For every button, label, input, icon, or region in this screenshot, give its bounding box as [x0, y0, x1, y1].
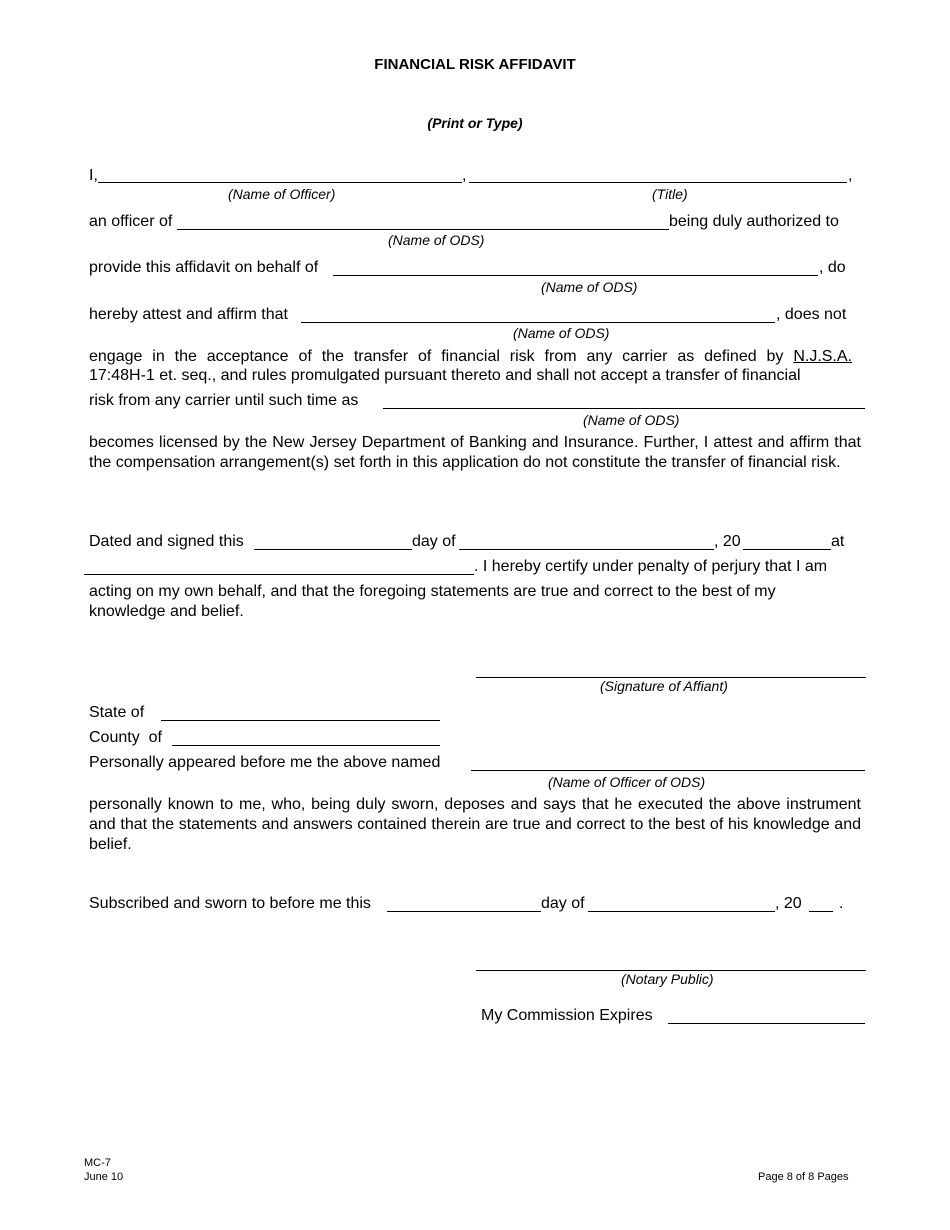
do-label: , do — [819, 259, 846, 276]
commission-expires-field[interactable] — [668, 1023, 865, 1024]
acceptance-text: engage in the acceptance of the transfer of financial risk from any carrier as defined by — [89, 348, 784, 365]
appeared-label: Personally appeared before me the above named — [89, 754, 441, 771]
sworn-month-field[interactable] — [588, 911, 775, 912]
ods-caption-3: (Name of ODS) — [513, 325, 610, 341]
form-id: MC-7 — [84, 1157, 111, 1169]
ods-caption-4: (Name of ODS) — [583, 412, 680, 428]
officer-name-field[interactable] — [98, 182, 462, 183]
certify-label: . I hereby certify under penalty of perjury that I am — [474, 558, 828, 575]
ods-name-field-1[interactable] — [177, 229, 669, 230]
county-field[interactable] — [172, 745, 440, 746]
subscribed-label: Subscribed and sworn to before me this — [89, 895, 371, 912]
signed-month-field[interactable] — [459, 549, 714, 550]
state-field[interactable] — [161, 720, 440, 721]
officer-of-label: an officer of — [89, 213, 173, 230]
officer-of-ods-caption: (Name of Officer of ODS) — [548, 774, 706, 790]
ods-name-field-3[interactable] — [301, 322, 775, 323]
form-date: June 10 — [84, 1171, 124, 1183]
dated-label: Dated and signed this — [89, 533, 244, 550]
comma-separator: , — [462, 167, 467, 184]
ods-caption-2: (Name of ODS) — [541, 279, 638, 295]
commission-label: My Commission Expires — [481, 1007, 653, 1024]
officer-title-field[interactable] — [469, 182, 847, 183]
form-subtitle: (Print or Type) — [427, 115, 523, 131]
sworn-period: . — [839, 895, 844, 912]
attest-label: hereby attest and affirm that — [89, 306, 288, 323]
ods-name-field-4[interactable] — [383, 408, 865, 409]
on-behalf-label: provide this affidavit on behalf of — [89, 259, 319, 276]
statute-reference: N.J.S.A. — [793, 348, 852, 365]
until-label: risk from any carrier until such time as — [89, 392, 359, 409]
officer-title-caption: (Title) — [652, 186, 688, 202]
signed-day-field[interactable] — [254, 549, 412, 550]
year-prefix-label: , 20 — [714, 533, 741, 550]
state-label: State of — [89, 704, 145, 721]
county-label: County of — [89, 729, 162, 746]
signed-year-field[interactable] — [743, 549, 831, 550]
affiant-signature-caption: (Signature of Affiant) — [600, 678, 728, 694]
officer-name-caption: (Name of Officer) — [228, 186, 336, 202]
sworn-statement-paragraph: personally known to me, who, being duly sworn, deposes and says that he executed the above instrument and that the statements and answers contained therein are true and correct to the best of his knowledge and belief. — [89, 796, 861, 853]
form-title: FINANCIAL RISK AFFIDAVIT — [374, 56, 576, 73]
authorized-label: being duly authorized to — [669, 213, 839, 230]
sworn-year-field[interactable] — [809, 911, 833, 912]
own-behalf-paragraph: acting on my own behalf, and that the foregoing statements are true and correct to the best of my knowledge and belief. — [89, 583, 776, 620]
page-number: Page 8 of 8 Pages — [758, 1171, 849, 1183]
at-label: at — [831, 533, 845, 550]
officer-of-ods-field[interactable] — [471, 770, 865, 771]
ods-name-field-2[interactable] — [333, 275, 818, 276]
officer-prefix: I, — [89, 167, 98, 184]
ods-caption-1: (Name of ODS) — [388, 232, 485, 248]
sworn-day-of-label: day of — [541, 895, 585, 912]
notary-caption: (Notary Public) — [621, 971, 714, 987]
acceptance-paragraph — [89, 347, 852, 367]
statute-continuation: 17:48H-1 et. seq., and rules promulgated pursuant thereto and shall not accept a transfer of financial — [89, 367, 801, 384]
sworn-day-field[interactable] — [387, 911, 541, 912]
signed-location-field[interactable] — [84, 574, 474, 575]
comma-separator-end: , — [848, 167, 853, 184]
licensing-paragraph: becomes licensed by the New Jersey Department of Banking and Insurance. Further, I attest and affirm that the compensation arrangement(s) set forth in this application do not constitute the transfer of financial risk. — [89, 434, 861, 471]
sworn-year-prefix: , 20 — [775, 895, 802, 912]
day-of-label: day of — [412, 533, 456, 550]
does-not-label: , does not — [776, 306, 847, 323]
